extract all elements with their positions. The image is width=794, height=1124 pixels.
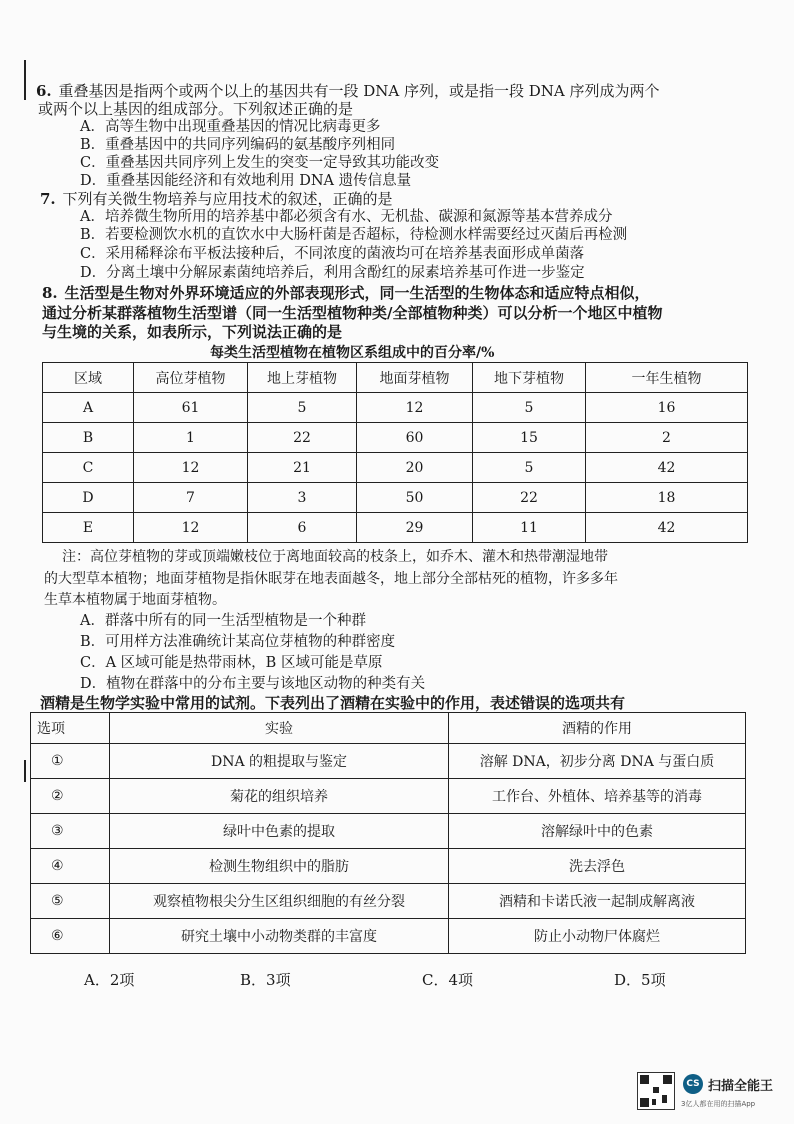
q8-note-line2: 的大型草本植物；地面芽植物是指休眠芽在地表面越冬，地上部分全部枯死的植物，许多多年 <box>44 571 618 587</box>
table-cell: 60 <box>357 423 473 453</box>
table-cell: DNA 的粗提取与鉴定 <box>110 744 449 779</box>
table-cell: B <box>43 423 134 453</box>
table-cell: ① <box>31 744 110 779</box>
table-cell: 12 <box>134 453 248 483</box>
table-cell: 29 <box>357 513 473 543</box>
table-caption: 每类生活型植物在植物区系组成中的百分率/% <box>210 345 495 361</box>
table-cell: 观察植物根尖分生区组织细胞的有丝分裂 <box>110 884 449 919</box>
camscanner-tagline: 3亿人都在用的扫描App <box>681 1100 756 1108</box>
table-cell: 20 <box>357 453 473 483</box>
q9-answer-b: B．3项 <box>240 971 291 989</box>
table-cell: E <box>43 513 134 543</box>
table-cell: ② <box>31 779 110 814</box>
table-cell: 42 <box>586 453 748 483</box>
table-cell: 绿叶中色素的提取 <box>110 814 449 849</box>
table-row <box>31 744 746 779</box>
binding-mark <box>24 60 26 100</box>
table-cell: 研究土壤中小动物类群的丰富度 <box>110 919 449 954</box>
table-cell: 3 <box>248 483 357 513</box>
table-cell: 16 <box>586 393 748 423</box>
table-cell: 6 <box>248 513 357 543</box>
table-cell: 15 <box>473 423 586 453</box>
q9-stem: 酒精是生物学实验中常用的试剂。下表列出了酒精在实验中的作用，表述错误的选项共有 <box>40 694 626 712</box>
q7-option-c: C．采用稀释涂布平板法接种后，不同浓度的菌液均可在培养基表面形成单菌落 <box>80 246 585 262</box>
camscanner-logo-icon: CS <box>683 1074 703 1094</box>
q7-option-a: A．培养微生物所用的培养基中都必须含有水、无机盐、碳源和氮源等基本营养成分 <box>80 209 613 225</box>
table-header-cell: 地上芽植物 <box>248 363 357 393</box>
table-cell: 1 <box>134 423 248 453</box>
table-cell: 22 <box>248 423 357 453</box>
table-cell: 61 <box>134 393 248 423</box>
table-cell: ③ <box>31 814 110 849</box>
table-row <box>31 779 746 814</box>
q8-stem-line3: 与生境的关系，如表所示，下列说法正确的是 <box>42 323 343 341</box>
table-header-cell: 选项 <box>31 713 110 744</box>
table-header-row <box>43 363 748 393</box>
table-row <box>43 423 748 453</box>
q8-number: 8. <box>42 284 58 302</box>
table-cell: 50 <box>357 483 473 513</box>
q8-note-line1: 注：高位芽植物的芽或顶端嫩枝位于离地面较高的枝条上，如乔木、灌木和热带潮湿地带 <box>62 549 608 565</box>
q7-stem: 7. 下列有关微生物培养与应用技术的叙述，正确的是 <box>40 190 393 208</box>
table-cell: A <box>43 393 134 423</box>
table-cell: C <box>43 453 134 483</box>
table-cell: 工作台、外植体、培养基等的消毒 <box>449 779 746 814</box>
table-header-cell: 一年生植物 <box>586 363 748 393</box>
table-cell: 21 <box>248 453 357 483</box>
table-header-cell: 区域 <box>43 363 134 393</box>
table-cell: 11 <box>473 513 586 543</box>
table-row <box>31 919 746 954</box>
table-cell: 12 <box>357 393 473 423</box>
q6-option-c: C．重叠基因共同序列上发生的突变一定导致其功能改变 <box>80 155 440 171</box>
camscanner-app-name: 扫描全能王 <box>708 1079 774 1094</box>
life-form-table <box>42 362 748 543</box>
table-header-cell: 实验 <box>110 713 449 744</box>
q6-number: 6. <box>36 82 52 100</box>
table-cell: 2 <box>586 423 748 453</box>
q8-option-d: D．植物在群落中的分布主要与该地区动物的种类有关 <box>80 676 426 692</box>
table-cell: 12 <box>134 513 248 543</box>
q8-stem-line1: 8. 生活型是生物对外界环境适应的外部表现形式，同一生活型的生物体态和适应特点相似， <box>42 284 650 302</box>
table-header-cell: 高位芽植物 <box>134 363 248 393</box>
table-cell: ⑤ <box>31 884 110 919</box>
table-cell: D <box>43 483 134 513</box>
table-cell: 18 <box>586 483 748 513</box>
table-header-row <box>31 713 746 744</box>
table-header-cell: 酒精的作用 <box>449 713 746 744</box>
q6-stem-line2: 或两个以上基因的组成部分。下列叙述正确的是 <box>38 100 354 118</box>
table-cell: 溶解 DNA，初步分离 DNA 与蛋白质 <box>449 744 746 779</box>
table-cell: 菊花的组织培养 <box>110 779 449 814</box>
table-header-cell: 地下芽植物 <box>473 363 586 393</box>
q7-option-b: B．若要检测饮水机的直饮水中大肠杆菌是否超标，待检测水样需要经过灭菌后再检测 <box>80 227 628 243</box>
table-cell: 5 <box>248 393 357 423</box>
table-cell: 溶解绿叶中的色素 <box>449 814 746 849</box>
table-header-cell: 地面芽植物 <box>357 363 473 393</box>
table-cell: 22 <box>473 483 586 513</box>
q8-note-line3: 生草本植物属于地面芽植物。 <box>44 592 226 608</box>
q9-answer-d: D．5项 <box>614 971 666 989</box>
table-cell: 洗去浮色 <box>449 849 746 884</box>
table-cell: 5 <box>473 453 586 483</box>
table-cell: 检测生物组织中的脂肪 <box>110 849 449 884</box>
q8-option-c: C．A 区域可能是热带雨林，B 区域可能是草原 <box>80 655 383 671</box>
table-cell: ④ <box>31 849 110 884</box>
q6-stem-line1: 6. 重叠基因是指两个或两个以上的基因共有一段 DNA 序列，或是指一段 DNA 序列成为两个 <box>36 82 660 100</box>
table-row <box>31 849 746 884</box>
q6-option-a: A．高等生物中出现重叠基因的情况比病毒更多 <box>80 119 381 135</box>
table-row <box>43 513 748 543</box>
binding-mark <box>24 760 26 782</box>
alcohol-table <box>30 712 746 954</box>
q6-option-b: B．重叠基因中的共同序列编码的氨基酸序列相同 <box>80 137 396 153</box>
table-row <box>43 393 748 423</box>
q9-answer-c: C．4项 <box>422 971 474 989</box>
table-row <box>43 483 748 513</box>
q7-number: 7. <box>40 190 56 208</box>
table-cell: 7 <box>134 483 248 513</box>
q6-option-d: D．重叠基因能经济和有效地利用 DNA 遗传信息量 <box>80 173 412 189</box>
q9-answer-a: A．2项 <box>84 971 135 989</box>
table-cell: 42 <box>586 513 748 543</box>
table-cell: 防止小动物尸体腐烂 <box>449 919 746 954</box>
table-cell: 酒精和卡诺氏液一起制成解离液 <box>449 884 746 919</box>
table-cell: 5 <box>473 393 586 423</box>
table-row <box>43 453 748 483</box>
table-row <box>31 884 746 919</box>
q8-option-a: A．群落中所有的同一生活型植物是一个种群 <box>80 613 366 629</box>
table-cell: ⑥ <box>31 919 110 954</box>
q7-option-d: D．分离土壤中分解尿素菌纯培养后，利用含酚红的尿素培养基可作进一步鉴定 <box>80 265 585 281</box>
q8-option-b: B．可用样方法准确统计某高位芽植物的种群密度 <box>80 634 396 650</box>
q8-stem-line2: 通过分析某群落植物生活型谱（同一生活型植物种类/全部植物种类）可以分析一个地区中植物 <box>42 304 663 322</box>
table-row <box>31 814 746 849</box>
qr-code-icon <box>637 1072 675 1110</box>
